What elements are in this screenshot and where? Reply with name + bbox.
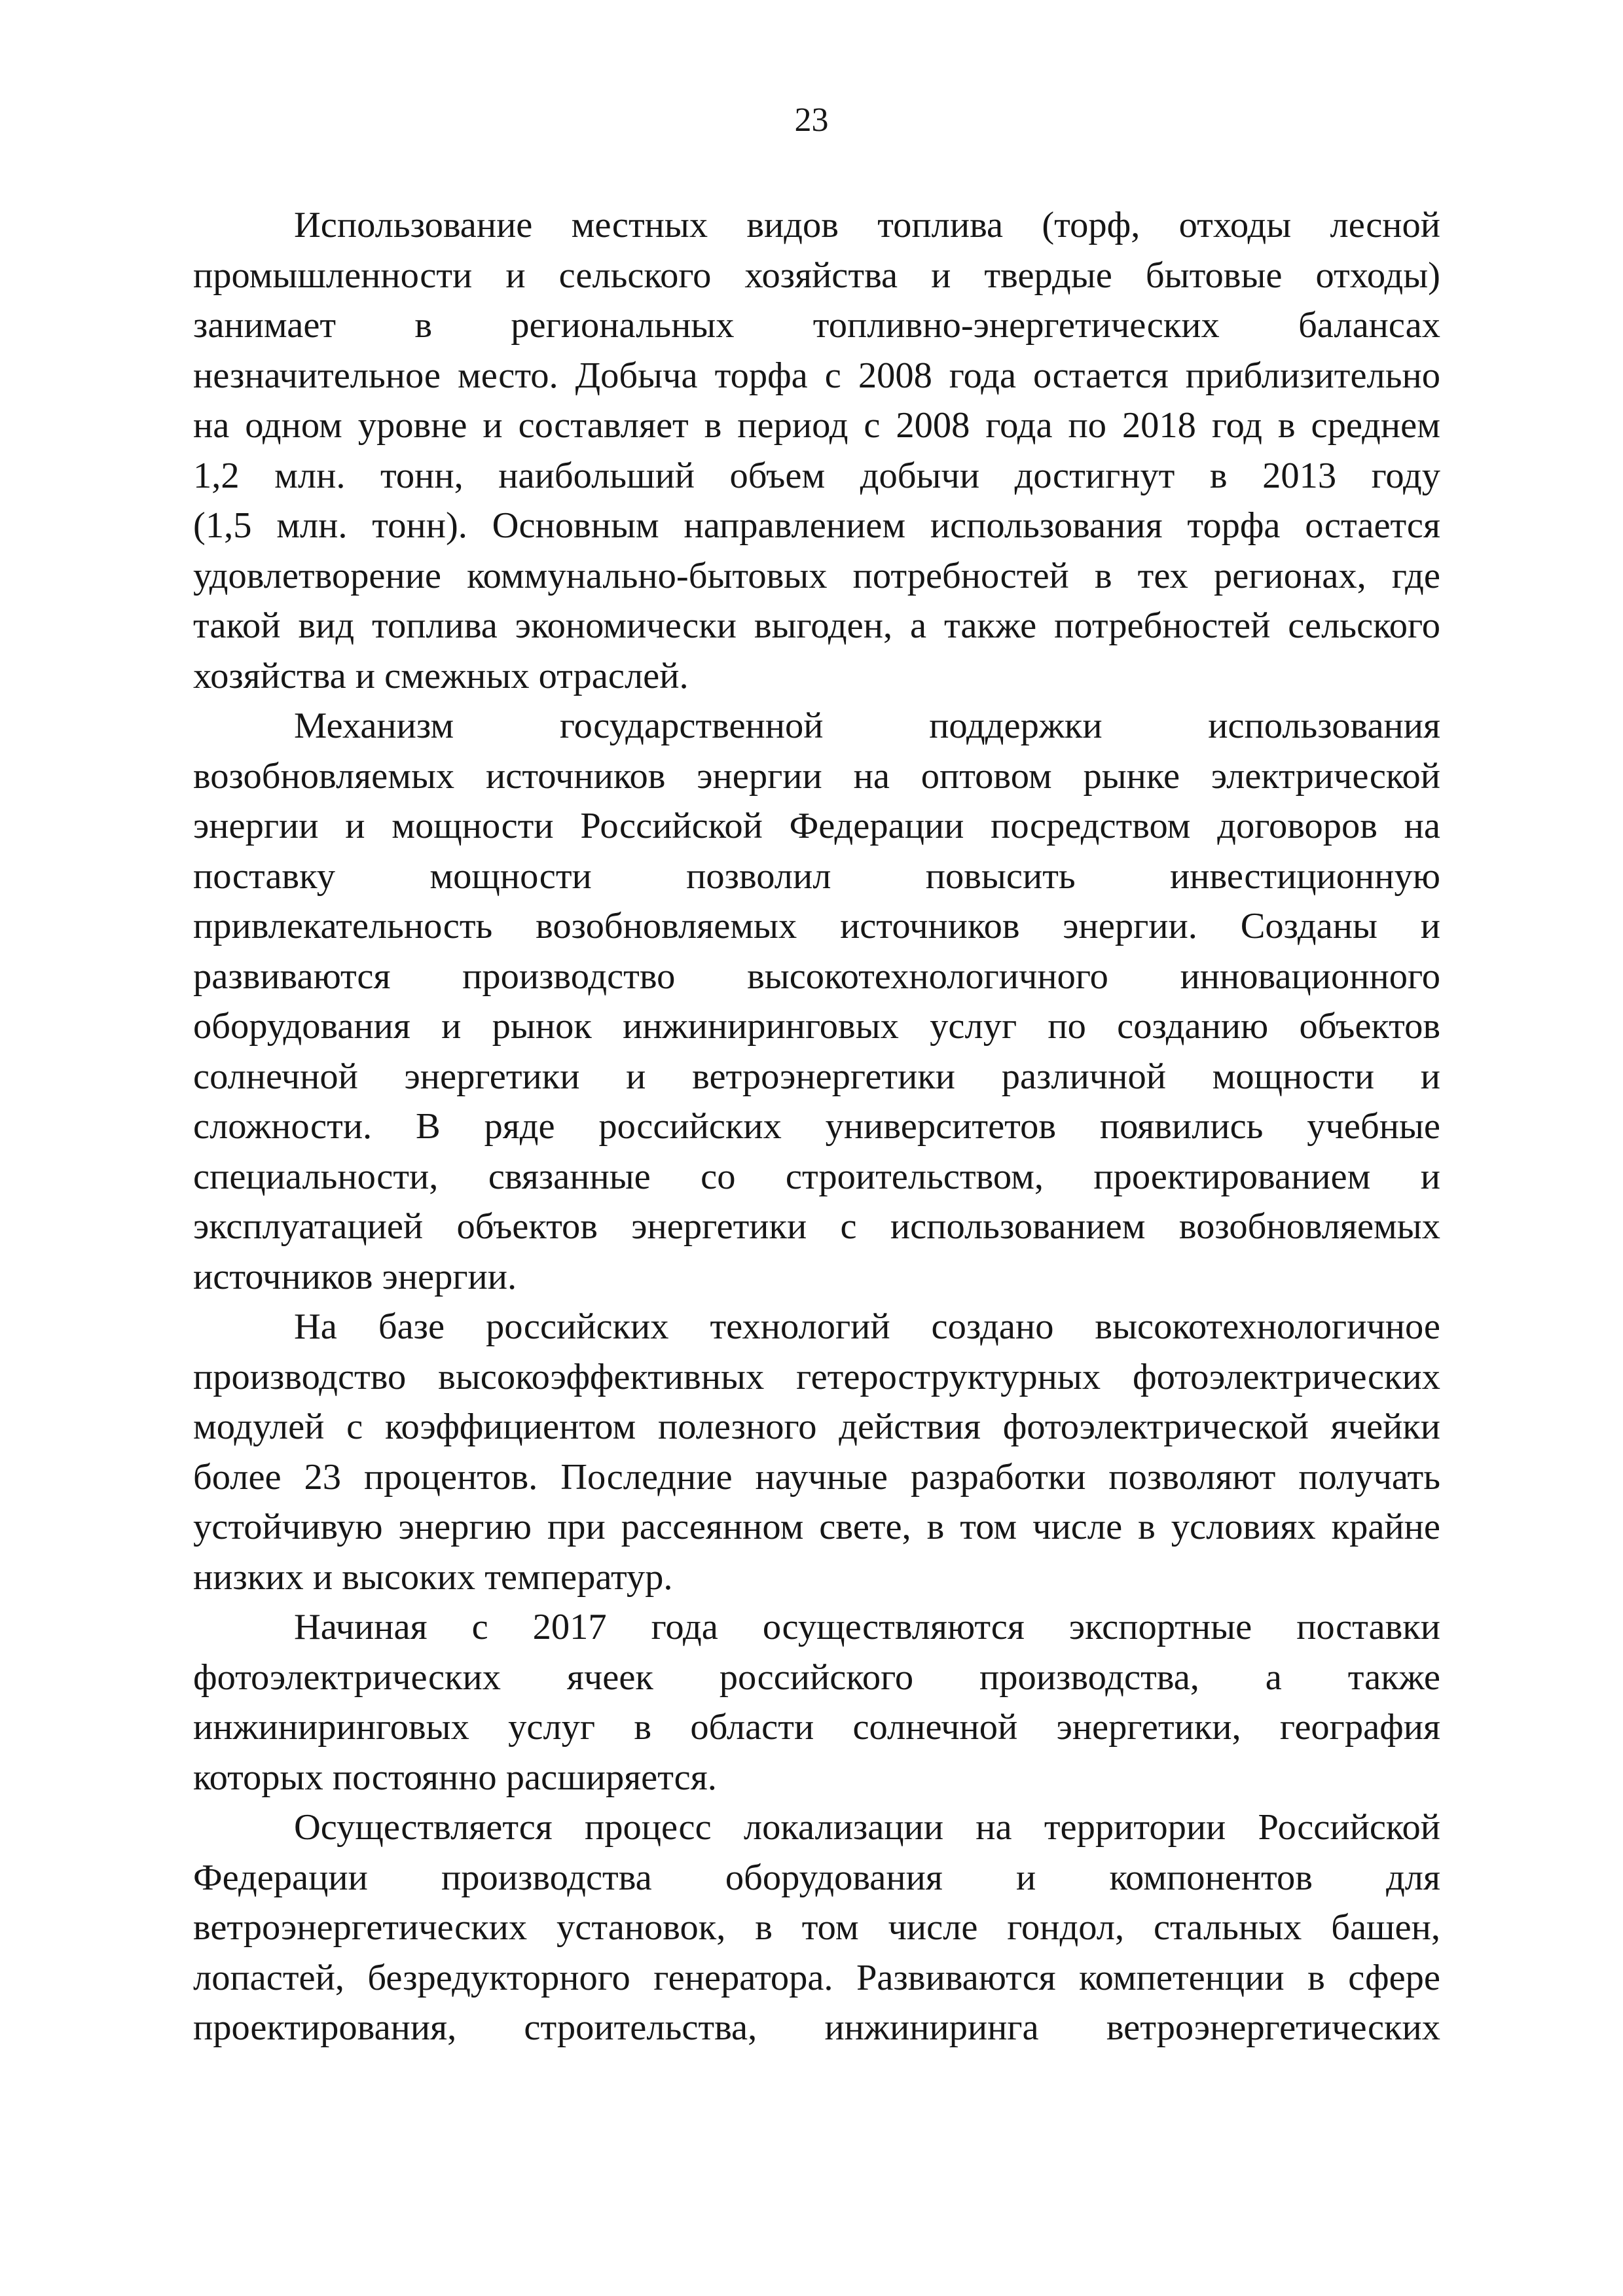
text-line: привлекательность возобновляемых источников энергии. Созданы и: [193, 906, 1440, 946]
paragraph-wind-localization: [193, 1803, 1440, 2053]
text-line: сложности. В ряде российских университетов появились учебные: [193, 1106, 1440, 1147]
text-line: низких и высоких температур.: [193, 1556, 673, 1598]
text-line: незначительное место. Добыча торфа с 2008 года остается приблизительно: [193, 355, 1440, 396]
text-line: Использование местных видов топлива (торф, отходы лесной: [294, 205, 1440, 245]
text-line: специальности, связанные со строительством, проектированием и: [193, 1156, 1440, 1197]
text-line: устойчивую энергию при рассеянном свете, в том числе в условиях крайне: [193, 1507, 1440, 1547]
text-line: фотоэлектрических ячеек российского производства, а также: [193, 1657, 1440, 1698]
text-line: возобновляемых источников энергии на оптовом рынке электрической: [193, 755, 1440, 797]
text-line: проектирования, строительства, инжиниринга ветроэнергетических: [193, 2007, 1440, 2048]
text-line: Федерации производства оборудования и компонентов для: [193, 1857, 1440, 1898]
text-line: На базе российских технологий создано высокотехнологичное: [294, 1306, 1440, 1347]
text-line: хозяйства и смежных отраслей.: [193, 655, 689, 696]
text-line: развиваются производство высокотехнологичного инновационного: [193, 956, 1440, 997]
page-number: 23: [794, 101, 829, 139]
text-line: 1,2 млн. тонн, наибольший объем добычи достигнут в 2013 году: [193, 455, 1440, 496]
text-line: источников энергии.: [193, 1256, 517, 1297]
text-line: промышленности и сельского хозяйства и твердые бытовые отходы): [193, 255, 1440, 296]
text-line: которых постоянно расширяется.: [193, 1757, 717, 1798]
text-line: (1,5 млн. тонн). Основным направлением использования торфа остается: [193, 505, 1440, 546]
paragraph-photovoltaics: [193, 1302, 1440, 1602]
text-line: оборудования и рынок инжиниринговых услуг по созданию объектов: [193, 1006, 1440, 1047]
text-line: более 23 процентов. Последние научные разработки позволяют получать: [193, 1456, 1440, 1498]
text-line: на одном уровне и составляет в период с 2008 года по 2018 год в среднем: [193, 405, 1440, 446]
text-line: Начиная с 2017 года осуществляются экспортные поставки: [294, 1607, 1440, 1647]
text-line: энергии и мощности Российской Федерации посредством договоров на: [193, 806, 1440, 846]
text-line: инжиниринговых услуг в области солнечной энергетики, география: [193, 1707, 1440, 1748]
text-line: такой вид топлива экономически выгоден, а также потребностей сельского: [193, 605, 1440, 646]
text-line: производство высокоэффективных гетероструктурных фотоэлектрических: [193, 1356, 1440, 1397]
text-line: эксплуатацией объектов энергетики с использованием возобновляемых: [193, 1206, 1440, 1247]
text-line: ветроэнергетических установок, в том числе гондол, стальных башен,: [193, 1907, 1440, 1948]
paragraph-local-fuels: [193, 200, 1440, 701]
paragraph-renewables-support: [193, 701, 1440, 1302]
body-text: [193, 200, 1440, 2053]
text-line: модулей с коэффициентом полезного действия фотоэлектрической ячейки: [193, 1407, 1440, 1447]
text-line: Осуществляется процесс локализации на территории Российской: [294, 1807, 1440, 1848]
text-line: солнечной энергетики и ветроэнергетики различной мощности и: [193, 1056, 1440, 1097]
text-line: поставку мощности позволил повысить инвестиционную: [193, 855, 1440, 897]
text-line: удовлетворение коммунально-бытовых потребностей в тех регионах, где: [193, 555, 1440, 596]
text-line: лопастей, безредукторного генератора. Развиваются компетенции в сфере: [193, 1957, 1440, 1998]
paragraph-exports: [193, 1602, 1440, 1803]
text-line: занимает в региональных топливно-энергетических балансах: [193, 305, 1440, 346]
text-line: Механизм государственной поддержки использования: [294, 706, 1440, 746]
